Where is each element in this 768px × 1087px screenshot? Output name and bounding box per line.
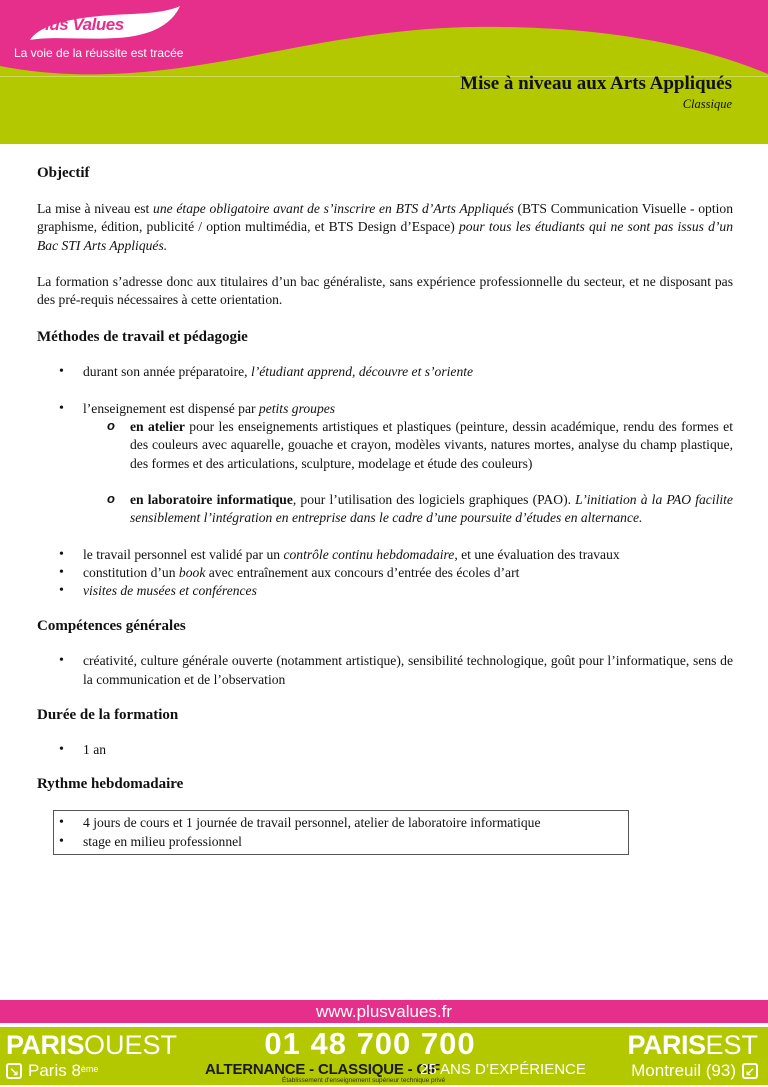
establishment-label: Établissement d'enseignement supérieur technique privé xyxy=(282,1077,446,1084)
duree-list xyxy=(37,741,733,759)
section-heading-competences: Compétences générales xyxy=(37,618,186,635)
arrow-down-right-icon: ↘ xyxy=(6,1063,22,1079)
list-item: • durant son année préparatoire, l’étudiant apprend, découvre et s’oriente xyxy=(37,363,733,381)
footer-website-link[interactable]: www.plusvalues.fr xyxy=(315,1002,453,1021)
page-subtitle: Classique xyxy=(682,97,732,111)
list-item: • 1 an xyxy=(37,741,733,759)
campus-paris-est: PARISEST Montreuil (93) ↙ xyxy=(627,1030,758,1080)
list-item: • créativité, culture générale ouverte (notamment artistique), sensibilité technologique, goût pour l’informatique, sens de la communication et de l’observation xyxy=(37,652,733,689)
footer-contact-band xyxy=(0,1027,768,1085)
header-banner xyxy=(0,0,768,144)
sub-list-item: o en atelier pour les enseignements artistiques et plastiques (peinture, dessin académique, rendu des formes et des couleurs avec aquarelle, gouache et crayon, modèles vivants, natures mortes, analyse du champ plastique, des formes et des articulations, sculpture, modelage et étude des couleurs) xyxy=(37,418,733,473)
competences-list xyxy=(37,652,733,689)
rythme-list xyxy=(54,814,628,851)
section-heading-methodes: Méthodes de travail et pédagogie xyxy=(37,329,248,346)
arrow-down-left-icon: ↙ xyxy=(742,1063,758,1079)
document-body xyxy=(37,164,733,849)
sub-list-item: o en laboratoire informatique, pour l’utilisation des logiciels graphiques (PAO). L’initiation à la PAO facilite sensiblement l’intégration en entreprise dans le cadre d’une poursuite d’études en alternance. xyxy=(37,491,733,528)
list-item: • visites de musées et conférences xyxy=(37,582,733,600)
campus-west-location: Paris 8 xyxy=(28,1061,81,1080)
experience-label: 25 ANS D’EXPÉRIENCE xyxy=(420,1061,586,1078)
rythme-box xyxy=(53,810,629,855)
methodes-sublist xyxy=(83,418,733,527)
list-item: • 4 jours de cours et 1 journée de travail personnel, atelier de laboratoire informatique xyxy=(54,814,628,832)
training-modes: ALTERNANCE - CLASSIQUE - CIF xyxy=(205,1061,440,1078)
section-heading-objectif: Objectif xyxy=(37,165,90,181)
phone-number[interactable]: 01 48 700 700 xyxy=(264,1026,476,1061)
campus-east-location: Montreuil (93) xyxy=(631,1061,736,1080)
methodes-list xyxy=(37,363,733,600)
page-title: Mise à niveau aux Arts Appliqués xyxy=(460,73,732,94)
campus-paris-ouest: PARISOUEST ↘ Paris 8ème xyxy=(6,1030,178,1080)
list-item: • le travail personnel est validé par un contrôle continu hebdomadaire, et une évaluation des travaux xyxy=(37,546,733,564)
objectif-paragraph-2: La formation s’adresse donc aux titulaires d’un bac généraliste, sans expérience professionnelle du secteur, et ne disposant pas des pré-requis nécessaires à cette orientation. xyxy=(37,273,733,308)
logo-text: Plus Values xyxy=(34,15,124,34)
tagline: La voie de la réussite est tracée xyxy=(14,46,184,60)
list-item: • constitution d’un book avec entraînement aux concours d’entrée des écoles d’art xyxy=(37,564,733,582)
list-item: • l’enseignement est dispensé par petits groupes o en atelier pour les enseignements artistiques et plastiques (peinture, dessin académique, rendu des formes et des couleurs avec aquarelle, gouache et crayon, modèles vivants, natures mortes, analyse du champ plastique, des formes et des articulations, sculpture, modelage et étude des couleurs) o en laboratoire informatique, pour l’utilisation des logiciels graphiques (PAO). L’initiation à la PAO facilite sensiblement l’intégration en entreprise dans le cadre d’une poursuite d’études en alternance. xyxy=(37,400,733,528)
section-heading-duree: Durée de la formation xyxy=(37,707,179,724)
section-heading-rythme: Rythme hebdomadaire xyxy=(37,776,184,793)
objectif-paragraph-1: La mise à niveau est une étape obligatoire avant de s’inscrire en BTS d’Arts Appliqués (BTS Communication Visuelle - option graphisme, édition, publicité / option multimédia, et BTS Design d’Espace) pour tous les étudiants qui ne sont pas issus d’un Bac STI Arts Appliqués. xyxy=(37,201,733,253)
list-item: • stage en milieu professionnel xyxy=(54,833,628,851)
